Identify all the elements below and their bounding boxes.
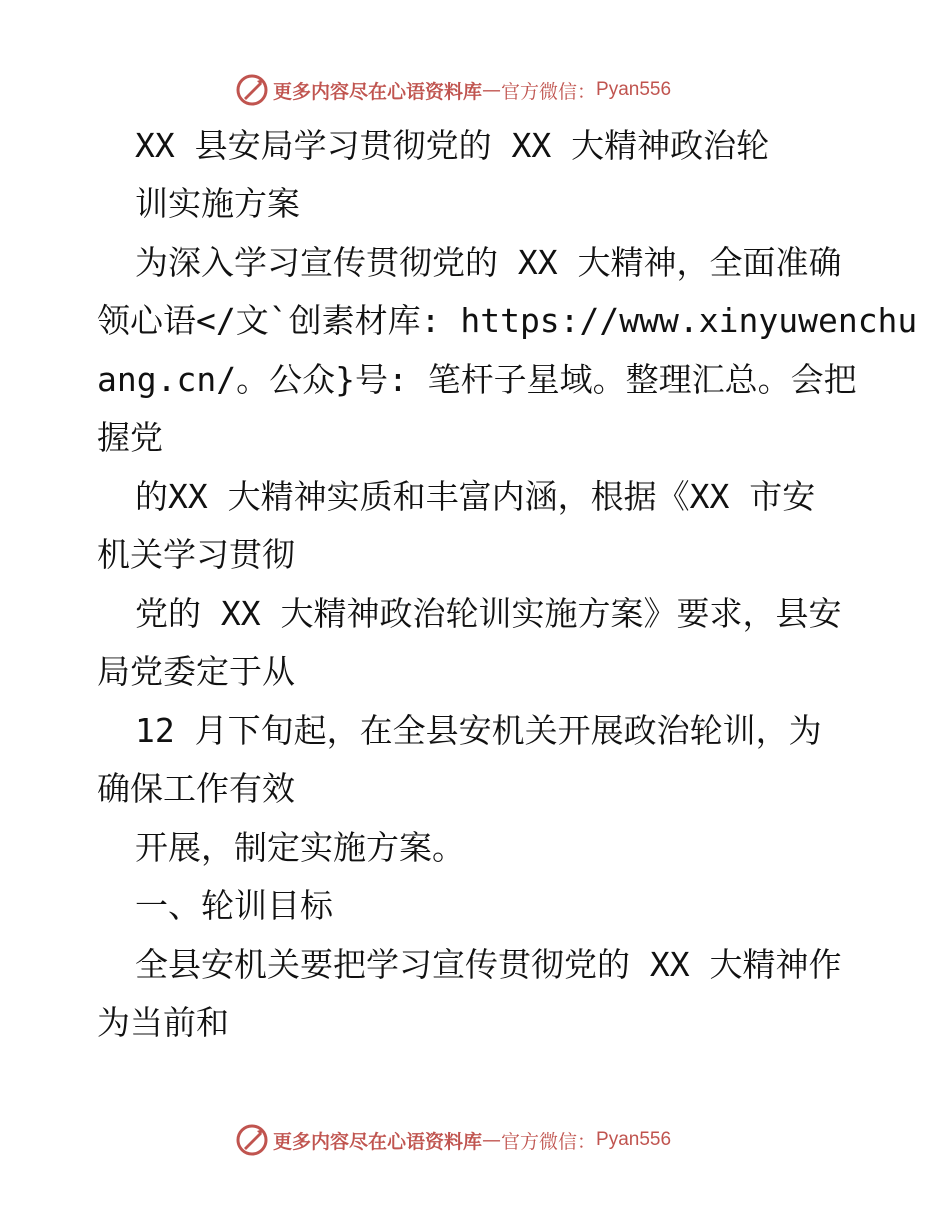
doc-line: 的XX 大精神实质和丰富内涵，根据《XX 市安 bbox=[135, 477, 816, 516]
banner-wechat-label: 官方微信： bbox=[501, 1130, 597, 1153]
doc-line: 确保工作有效 bbox=[97, 769, 295, 808]
doc-line: 为深入学习宣传贯彻党的 XX 大精神，全面准确 bbox=[135, 243, 842, 282]
quill-logo-icon bbox=[235, 73, 269, 107]
doc-line: 党的 XX 大精神政治轮训实施方案》要求，县安 bbox=[135, 594, 842, 633]
doc-line: 一、轮训目标 bbox=[135, 886, 333, 925]
banner-wechat-id: Pyan556 bbox=[596, 1129, 672, 1150]
doc-line: 12 月下旬起，在全县安机关开展政治轮训，为 bbox=[135, 711, 822, 750]
doc-line: 为当前和 bbox=[97, 1003, 229, 1042]
doc-line: 机关学习贯彻 bbox=[97, 535, 295, 574]
banner-dash: — bbox=[482, 1129, 502, 1151]
doc-line: 开展，制定实施方案。 bbox=[135, 828, 465, 867]
quill-logo-icon bbox=[235, 1123, 269, 1157]
banner-wechat-label: 官方微信： bbox=[501, 80, 597, 103]
doc-line: 领心语</文`创素材库: https://www.xinyuwenchu bbox=[97, 301, 918, 340]
doc-line: 全县安机关要把学习宣传贯彻党的 XX 大精神作 bbox=[135, 945, 842, 984]
footer-banner bbox=[235, 1122, 715, 1158]
banner-dash: — bbox=[482, 79, 502, 101]
banner-wechat-id: Pyan556 bbox=[596, 79, 672, 100]
banner-text: 更多内容尽在心语资料库 bbox=[273, 1130, 483, 1153]
banner-text: 更多内容尽在心语资料库 bbox=[273, 80, 483, 103]
doc-line: 握党 bbox=[97, 418, 163, 457]
doc-line: 训实施方案 bbox=[135, 184, 300, 223]
doc-line: XX 县安局学习贯彻党的 XX 大精神政治轮 bbox=[135, 126, 770, 165]
doc-line: 局党委定于从 bbox=[97, 652, 295, 691]
doc-line: ang.cn/。公众}号: 笔杆子星域。整理汇总。会把 bbox=[97, 360, 857, 399]
header-banner bbox=[235, 72, 715, 108]
